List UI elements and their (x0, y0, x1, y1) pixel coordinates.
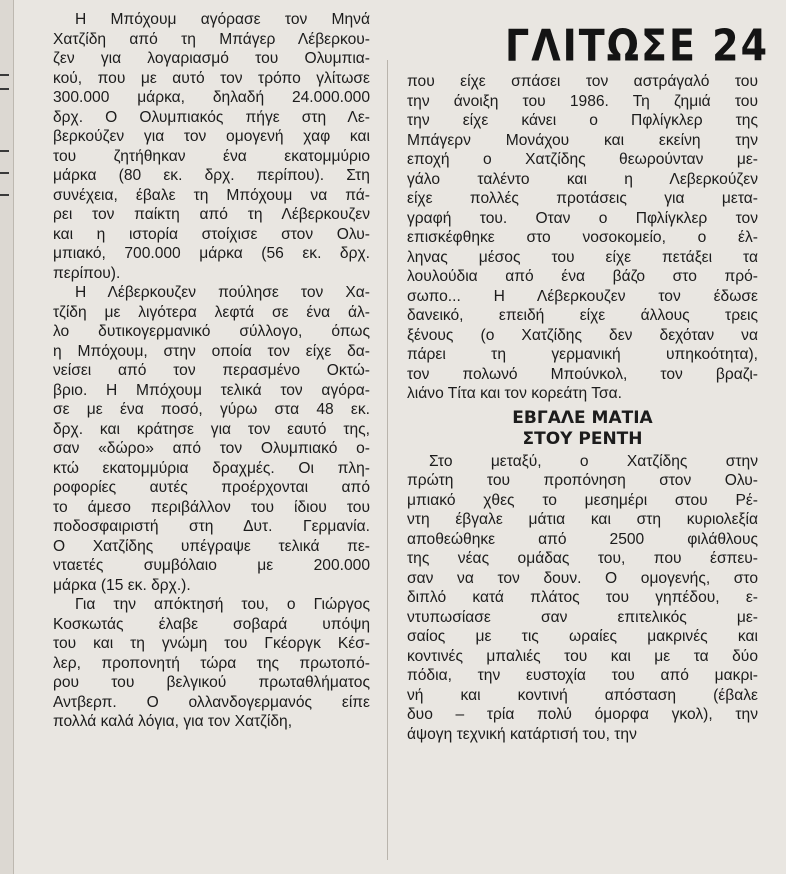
column-divider (387, 60, 388, 860)
paragraph (53, 283, 370, 595)
text-line: βριο. Η Μπόχουμ τελικά τον αγόρα- (53, 381, 370, 399)
text-line: Ο Χατζίδης υπέγραψε τελικά πε- (53, 537, 370, 555)
adjacent-text-mark (0, 194, 9, 196)
text-line: μάρκα (80 εκ. δρχ. περίπου). Στη (53, 167, 370, 184)
text-line: νείσει από τον περασμένο Οκτώ- (53, 362, 370, 379)
adjacent-text-mark (0, 88, 9, 90)
text-line: σαίος με τις ωραίες μακρινές και (407, 628, 758, 645)
text-line: κού, που με αυτό τον τρόπο γλίτωσε (53, 69, 370, 87)
text-line: άψογη τεχνική κατάρτισή του, την (407, 725, 637, 743)
text-line: γραφή του. Οταν ο Πφλίγκλερ τον (407, 209, 758, 227)
text-line: Για την απόκτησή του, ο Γιώργος (75, 596, 370, 613)
text-line: Μπάγερν Μονάχου και εκείνη την (407, 131, 758, 149)
text-line: μπιακό χθες το μεσημέρι στου Ρέ- (407, 491, 758, 509)
text-line: δρχ. Ο Ολυμπιακός πήγε στη Λε- (53, 108, 370, 126)
text-line: και η ιστορία στοίχισε στον Ολυ- (53, 225, 370, 243)
text-line: το άμεσο περιβάλλον του ίδιου του (53, 498, 370, 516)
paragraph (53, 595, 370, 732)
text-line: ντυπωσίασε σαν επιτελικός με- (407, 608, 758, 626)
text-line: μπιακό, 700.000 μάρκα (56 εκ. δρχ. (53, 245, 370, 262)
text-line: είχε πολλές προτάσεις για μετα- (407, 190, 758, 207)
text-line: του και τη γνώμη του Γκέοργκ Κέσ- (53, 635, 370, 652)
text-line: την άνοιξη του 1986. Τη ζημιά του (407, 92, 758, 110)
adjacent-text-mark (0, 172, 9, 174)
text-line: διπλό κατά πλάτος του γηπέδου, ε- (407, 589, 758, 606)
text-line: σαν να τον δουν. Ο ομογενής, στο (407, 569, 758, 587)
text-line: σαν «δώρο» από τον Ολυμπιακό ο- (53, 440, 370, 457)
text-line: η Μπόχουμ, στην οποία τον είχε δα- (53, 342, 370, 360)
text-line: λερ, προπονητή τώρα της πρωτοπό- (53, 654, 370, 672)
text-line: αποθεώθηκε από 2500 φιλάθλους (407, 530, 758, 548)
text-line: την είχε κάνει ο Πφλίγκλερ της (407, 112, 758, 129)
text-line: που είχε σπάσει τον αστράγαλό του (407, 73, 758, 90)
text-line: ρου του βελγικού πρωταθλήματος (53, 674, 370, 691)
text-line: Αντβερπ. Ο ολλανδογερμανός είπε (53, 693, 370, 711)
text-line: περίπου). (53, 264, 121, 282)
text-line: της νέας ομάδας του, που έσπευ- (407, 550, 758, 567)
text-line: συνέχεια, έβαλε τη Μπόχουμ να πά- (53, 186, 370, 204)
text-line: νταετές συμβόλαιο με 200.000 (53, 557, 370, 574)
text-line: σε με ένα ποσό, γύρω στα 48 εκ. (53, 401, 370, 418)
text-line: κτώ εκατομμύρια δραχμές. Οι πλη- (53, 459, 370, 477)
text-line: Η Λέβερκουζεν πούλησε τον Χα- (75, 284, 370, 301)
text-line: τον πολωνό Μπούνκολ, τον βραζι- (407, 365, 758, 383)
text-line: δανεικό, επειδή είχε άλλους τρεις (407, 307, 758, 324)
text-line: του ζητήθηκαν ένα εκατομμύριο (53, 147, 370, 165)
right-column-after (407, 452, 758, 745)
text-line: δυο – τρία πολύ όμορφα γκολ), την (407, 706, 758, 723)
text-line: λουλούδια από ένα βάζο στο πρό- (407, 268, 758, 285)
text-line: βερκούζεν για τον ομογενή χαφ και (53, 128, 370, 145)
adjacent-text-mark (0, 74, 9, 76)
text-line: τζίδη με λιγότερα λεφτά σε ένα άλ- (53, 303, 370, 321)
text-line: μάρκα (15 εκ. δρχ.). (53, 576, 191, 594)
text-line: κοντινές μπαλιές του και με τα δύο (407, 647, 758, 665)
text-line: Χατζίδη από τη Μπάγερ Λέβερκου- (53, 30, 370, 48)
text-line: ρει τον παίκτη από τη Λέβερκουζεν (53, 206, 370, 223)
text-line: δρχ. και κράτησε για τον εαυτό της, (53, 420, 370, 438)
subheading-line: ΣΤΟΥ ΡΕΝΤΗ (522, 428, 643, 449)
text-line: σωπο... Η Λέβερκουζεν τον έδωσε (407, 287, 758, 305)
adjacent-text-mark (0, 150, 9, 152)
paragraph (407, 72, 758, 404)
text-line: ποδοσφαιριστή στη Δυτ. Γερμανία. (53, 518, 370, 535)
text-line: νή και κοντινή απόσταση (έβαλε (407, 686, 758, 704)
text-line: ξένους (ο Χατζίδης δεν δεχόταν να (407, 326, 758, 344)
text-line: Στο μεταξύ, ο Χατζίδης στην (429, 452, 758, 470)
subheading (407, 408, 758, 450)
text-line: ντη έβγαλε μάτια και στη κυριολεξία (407, 511, 758, 528)
text-line: λιάνο Τίτα και τον κορεάτη Τσα. (407, 385, 623, 402)
text-line: πάρει τη γερμανική υπηκοότητα), (407, 346, 758, 363)
paragraph (407, 452, 758, 745)
text-line: πολλά καλά λόγια, για τον Χατζίδη, (53, 713, 293, 730)
text-line: επισκέφθηκε στο νοσοκομείο, ο έλ- (407, 229, 758, 246)
right-column (407, 72, 758, 744)
text-line: 300.000 μάρκα, δηλαδή 24.000.000 (53, 89, 370, 106)
text-line: ληνας μέσος του είχε πετάξει τα (407, 248, 758, 266)
text-line: Κοσκωτάς έλαβε σοβαρά υπόψη (53, 615, 370, 633)
text-line: πρώτη του προπόνηση στον Ολυ- (407, 472, 758, 489)
left-column (53, 10, 370, 732)
text-line: ροφορίες αυτές προέρχονται από (53, 479, 370, 496)
text-line: γάλο ταλέντο και η Λεβερκούζεν (407, 170, 758, 188)
article-headline: ΓΛΙΤΩΣΕ 24 (505, 20, 770, 71)
text-line: λο δυτικογερμανικό σύλλογο, όπως (53, 323, 370, 340)
paragraph (53, 10, 370, 283)
text-line: εποχή ο Χατζίδης θεωρούνταν με- (407, 151, 758, 168)
adjacent-page-edge (0, 0, 14, 874)
text-line: ζεν για λογαριασμό του Ολυμπια- (53, 50, 370, 67)
subheading-line: ΕΒΓΑΛΕ ΜΑΤΙΑ (512, 407, 653, 428)
text-line: Η Μπόχουμ αγόρασε τον Μηνά (75, 11, 370, 28)
text-line: πόδια, την ευστοχία του από μακρι- (407, 667, 758, 684)
right-column-before (407, 72, 758, 404)
